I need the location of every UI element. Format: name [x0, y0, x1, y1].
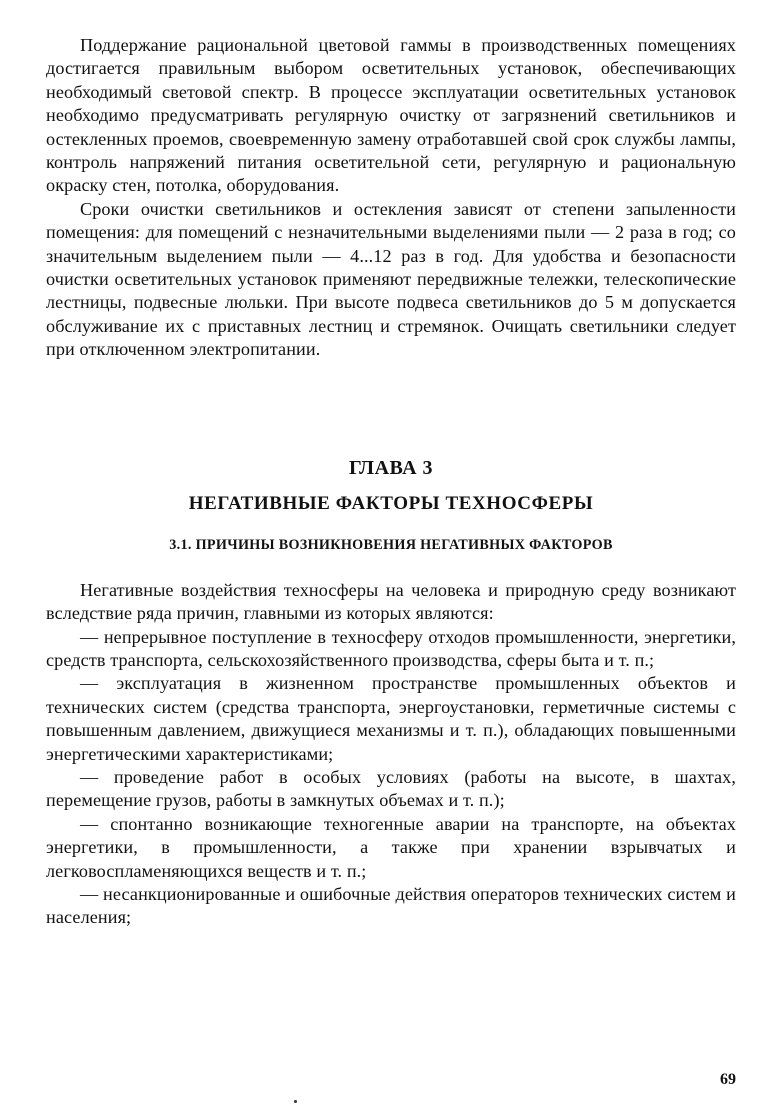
scan-artifact-dot — [294, 1100, 297, 1103]
list-item: — проведение работ в особых условиях (работы на высоте, в шахтах, перемещение грузов, работы в замкнутых объемах и т. п.); — [46, 766, 736, 811]
list-item: — непрерывное поступление в техносферу отходов промышленности, энергетики, средств транспорта, сельскохозяйственного производства, сферы быта и т. п.; — [46, 626, 736, 670]
paragraph-causes-intro: Негативные воздействия техносферы на человека и природную среду возникают вследствие ряда причин, главными из которых являются: — [46, 579, 736, 624]
book-page — [46, 34, 736, 1088]
list-item: — несанкционированные и ошибочные действия операторов технических систем и населения; — [46, 883, 736, 928]
page-number: 69 — [720, 1071, 736, 1088]
section-title: 3.1. ПРИЧИНЫ ВОЗНИКНОВЕНИЯ НЕГАТИВНЫХ ФАКТОРОВ — [169, 536, 613, 553]
paragraph-cleaning-schedule: Сроки очистки светильников и остекления зависят от степени запыленности помещения: для помещений с незначительными выделениями пыли — 2 раза в год; со значительным выделением пыли — 4...12 раз в год. Для удобства и безопасности очистки осветительных установок применяют передвижные тележки, телескопические лестницы, подвесные люльки. При высоте подвеса светильников до 5 м допускается обслуживание их с приставных лестниц и стремянок. Очищать светильники следует при отключенном электропитании. — [46, 198, 736, 360]
paragraph-lighting-color: Поддержание рациональной цветовой гаммы в производственных помещениях достигается правильным выбором осветительных установок, обеспечивающих необходимый световой спектр. В процессе эксплуатации осветительных установок необходимо предусматривать регулярную очистку от загрязнений светильников и остекленных проемов, своевременную замену отработавшей свой срок службы лампы, контроль напряжений питания осветительной сети, регулярную и рациональную окраску стен, потолка, оборудования. — [46, 35, 736, 196]
list-item: — спонтанно возникающие техногенные аварии на транспорте, на объектах энергетики, в промышленности, а также при хранении взрывчатых и легковоспламеняющихся веществ и т. п.; — [46, 813, 736, 881]
chapter-label: ГЛАВА 3 — [348, 456, 434, 479]
chapter-gap — [46, 362, 736, 455]
chapter-title: НЕГАТИВНЫЕ ФАКТОРЫ ТЕХНОСФЕРЫ — [188, 492, 594, 514]
list-item: — эксплуатация в жизненном пространстве промышленных объектов и технических систем (средства транспорта, энергоустановки, герметичные системы с повышенным давлением, движущиеся механизмы и т. п.), обладающих повышенными энергетическими характеристиками; — [46, 673, 736, 764]
